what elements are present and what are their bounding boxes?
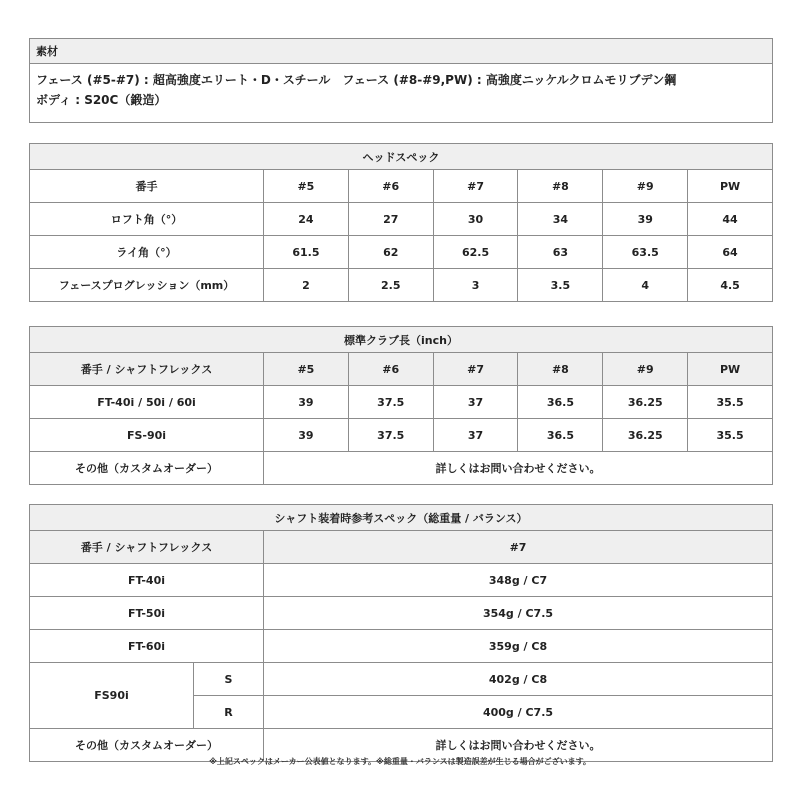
material-face-line: フェース (#5-#7) : 超高強度エリート・D・スチール フェース (#8-#9,PW) : 高強度ニッケルクロムモリブデン鋼 (36, 73, 677, 87)
contact-note: 詳しくはお問い合わせください。 (264, 729, 773, 762)
column-header: #5 (264, 170, 349, 203)
cell: 44 (688, 203, 773, 236)
table-row (30, 203, 773, 236)
column-header: #7 (264, 531, 773, 564)
column-header: 番手 (30, 170, 264, 203)
row-label: FT-40i / 50i / 60i (30, 386, 264, 419)
table-row (30, 564, 773, 597)
table-row (30, 597, 773, 630)
column-header: PW (688, 170, 773, 203)
material-body (30, 64, 773, 123)
cell: 61.5 (264, 236, 349, 269)
row-label: その他（カスタムオーダー） (30, 729, 264, 762)
row-label: FT-60i (30, 630, 264, 663)
table-row (30, 386, 773, 419)
column-header: #5 (264, 353, 349, 386)
cell: 35.5 (688, 419, 773, 452)
row-label: FT-50i (30, 597, 264, 630)
cell: 37 (433, 419, 518, 452)
material-table (29, 38, 773, 123)
table-row (30, 452, 773, 485)
head-spec-title: ヘッドスペック (30, 144, 773, 170)
shaft-spec-title: シャフト装着時参考スペック（総重量 / バランス） (30, 505, 773, 531)
cell: 359g / C8 (264, 630, 773, 663)
column-header: #7 (433, 170, 518, 203)
column-header: #6 (348, 170, 433, 203)
head-spec-table (29, 143, 773, 302)
row-label: ライ角（°） (30, 236, 264, 269)
column-header: 番手 / シャフトフレックス (30, 353, 264, 386)
cell: 2.5 (348, 269, 433, 302)
row-label: FS90i (30, 663, 194, 729)
material-body-line: ボディ : S20C（鍛造） (36, 93, 167, 107)
row-label: FS-90i (30, 419, 264, 452)
cell: 348g / C7 (264, 564, 773, 597)
cell: 37 (433, 386, 518, 419)
cell: 354g / C7.5 (264, 597, 773, 630)
cell: 36.25 (603, 419, 688, 452)
cell: 39 (264, 386, 349, 419)
column-header: #7 (433, 353, 518, 386)
cell: 62.5 (433, 236, 518, 269)
flex-label: S (194, 663, 264, 696)
column-header: #6 (348, 353, 433, 386)
cell: 39 (264, 419, 349, 452)
cell: 3.5 (518, 269, 603, 302)
table-row (30, 419, 773, 452)
cell: 400g / C7.5 (264, 696, 773, 729)
table-row (30, 663, 773, 696)
cell: 37.5 (348, 419, 433, 452)
cell: 2 (264, 269, 349, 302)
cell: 24 (264, 203, 349, 236)
row-label: その他（カスタムオーダー） (30, 452, 264, 485)
table-row (30, 236, 773, 269)
cell: 36.5 (518, 386, 603, 419)
column-header: 番手 / シャフトフレックス (30, 531, 264, 564)
cell: 34 (518, 203, 603, 236)
column-header: #9 (603, 353, 688, 386)
shaft-spec-table (29, 504, 773, 762)
table-row (30, 630, 773, 663)
contact-note: 詳しくはお問い合わせください。 (264, 452, 773, 485)
cell: 39 (603, 203, 688, 236)
club-length-title: 標準クラブ長（inch） (30, 327, 773, 353)
cell: 36.25 (603, 386, 688, 419)
cell: 63.5 (603, 236, 688, 269)
row-label: FT-40i (30, 564, 264, 597)
column-header: #9 (603, 170, 688, 203)
table-row (30, 269, 773, 302)
cell: 36.5 (518, 419, 603, 452)
footnote: ※上記スペックはメーカー公表値となります。※総重量・バランスは製造誤差が生じる場合がございます。 (209, 757, 591, 766)
cell: 64 (688, 236, 773, 269)
cell: 62 (348, 236, 433, 269)
cell: 27 (348, 203, 433, 236)
cell: 4 (603, 269, 688, 302)
flex-label: R (194, 696, 264, 729)
column-header: PW (688, 353, 773, 386)
column-header: #8 (518, 170, 603, 203)
club-length-table (29, 326, 773, 485)
cell: 35.5 (688, 386, 773, 419)
cell: 3 (433, 269, 518, 302)
cell: 30 (433, 203, 518, 236)
cell: 37.5 (348, 386, 433, 419)
material-title: 素材 (30, 39, 773, 64)
cell: 402g / C8 (264, 663, 773, 696)
column-header: #8 (518, 353, 603, 386)
cell: 4.5 (688, 269, 773, 302)
row-label: ロフト角（°） (30, 203, 264, 236)
row-label: フェースプログレッション（mm） (30, 269, 264, 302)
cell: 63 (518, 236, 603, 269)
